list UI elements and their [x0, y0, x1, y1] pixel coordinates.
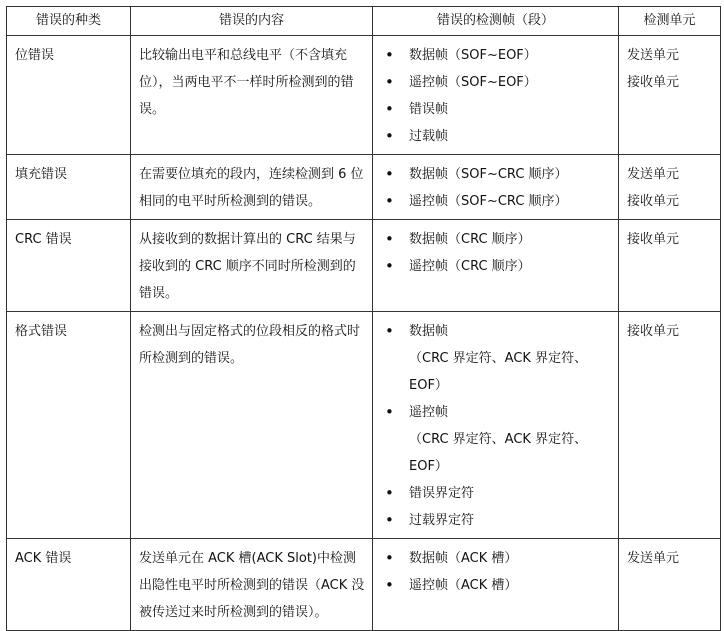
error-content-cell: 比较输出电平和总线电平（不含填充位），当两电平不一样时所检测到的错误。 — [131, 36, 373, 155]
frame-segments: （CRC 界定符、ACK 界定符、EOF） — [409, 432, 588, 474]
frame-name: 过载界定符 — [409, 513, 475, 528]
error-kind-cell: ACK 错误 — [7, 539, 131, 631]
error-kind-cell: 填充错误 — [7, 155, 131, 220]
detection-unit-cell — [619, 220, 721, 312]
frame-list-item — [381, 399, 610, 480]
table-row — [7, 220, 721, 312]
frame-list — [381, 226, 610, 280]
detection-unit: 发送单元 — [627, 167, 680, 182]
frame-name: 遥控帧（ACK 槽） — [409, 578, 518, 593]
frame-name: 过载帧 — [409, 129, 449, 144]
detection-unit: 接收单元 — [627, 324, 680, 339]
error-types-table — [6, 6, 721, 631]
detection-frame-cell — [373, 155, 619, 220]
table-row — [7, 36, 721, 155]
frame-list-item — [381, 507, 610, 534]
frame-list-item — [381, 318, 610, 399]
frame-name: 数据帧 — [409, 324, 449, 339]
frame-name: 数据帧（ACK 槽） — [409, 551, 518, 566]
frame-list-item — [381, 42, 610, 69]
frame-name: 遥控帧（SOF~CRC 顺序） — [409, 194, 568, 209]
detection-unit: 发送单元 — [627, 48, 680, 63]
table-header-row — [7, 7, 721, 36]
detection-unit: 接收单元 — [627, 232, 680, 247]
frame-name: 错误界定符 — [409, 486, 475, 501]
detection-unit-cell — [619, 539, 721, 631]
error-content-cell: 检测出与固定格式的位段相反的格式时所检测到的错误。 — [131, 312, 373, 539]
frame-name: 遥控帧（CRC 顺序） — [409, 259, 531, 274]
frame-list-item — [381, 572, 610, 599]
detection-unit: 接收单元 — [627, 194, 680, 209]
frame-name: 遥控帧 — [409, 405, 449, 420]
detection-frame-cell — [373, 36, 619, 155]
frame-name: 数据帧（CRC 顺序） — [409, 232, 531, 247]
header-error-kind: 错误的种类 — [7, 7, 131, 36]
frame-list-item — [381, 69, 610, 96]
frame-list-item — [381, 123, 610, 150]
error-kind-cell: CRC 错误 — [7, 220, 131, 312]
header-detection-frame: 错误的检测帧（段） — [373, 7, 619, 36]
detection-unit-cell — [619, 155, 721, 220]
error-kind-cell: 格式错误 — [7, 312, 131, 539]
frame-name: 数据帧（SOF~CRC 顺序） — [409, 167, 568, 182]
error-content-cell: 从接收到的数据计算出的 CRC 结果与接收到的 CRC 顺序不同时所检测到的错误。 — [131, 220, 373, 312]
frame-name: 数据帧（SOF~EOF） — [409, 48, 537, 63]
table-row — [7, 155, 721, 220]
error-kind-cell: 位错误 — [7, 36, 131, 155]
frame-list — [381, 42, 610, 150]
frame-list — [381, 545, 610, 599]
frame-list-item — [381, 226, 610, 253]
header-error-content: 错误的内容 — [131, 7, 373, 36]
header-detection-unit: 检测单元 — [619, 7, 721, 36]
table-row — [7, 539, 721, 631]
frame-list-item — [381, 545, 610, 572]
frame-list-item — [381, 161, 610, 188]
detection-frame-cell — [373, 539, 619, 631]
frame-list — [381, 318, 610, 534]
table-row — [7, 312, 721, 539]
frame-name: 遥控帧（SOF~EOF） — [409, 75, 537, 90]
frame-list-item — [381, 188, 610, 215]
frame-list-item — [381, 96, 610, 123]
frame-name: 错误帧 — [409, 102, 449, 117]
frame-list — [381, 161, 610, 215]
detection-unit-cell — [619, 312, 721, 539]
error-content-cell: 发送单元在 ACK 槽(ACK Slot)中检测出隐性电平时所检测到的错误（ACK 没被传送过来时所检测到的错误）。 — [131, 539, 373, 631]
error-content-cell: 在需要位填充的段内，连续检测到 6 位相同的电平时所检测到的错误。 — [131, 155, 373, 220]
detection-frame-cell — [373, 220, 619, 312]
frame-list-item — [381, 253, 610, 280]
detection-unit-cell — [619, 36, 721, 155]
frame-segments: （CRC 界定符、ACK 界定符、EOF） — [409, 351, 588, 393]
frame-list-item — [381, 480, 610, 507]
detection-unit: 接收单元 — [627, 75, 680, 90]
detection-unit: 发送单元 — [627, 551, 680, 566]
detection-frame-cell — [373, 312, 619, 539]
